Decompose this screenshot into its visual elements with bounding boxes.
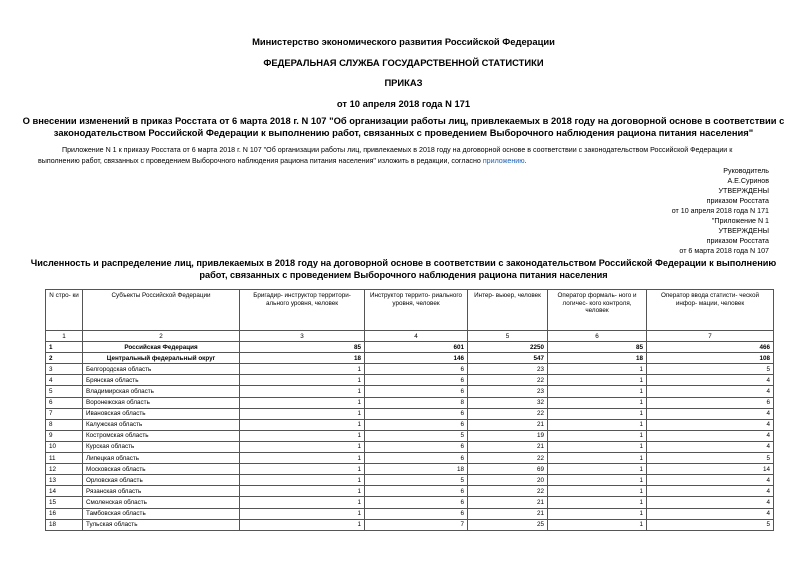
column-number: 7 <box>647 331 774 342</box>
value-cell: 1 <box>548 364 647 375</box>
signature-line: приказом Росстата <box>706 237 769 245</box>
value-cell: 4 <box>647 419 774 430</box>
signature-line: приказом Росстата <box>706 197 769 205</box>
value-cell: 5 <box>647 453 774 464</box>
row-number-cell: 1 <box>46 342 83 353</box>
value-cell: 4 <box>647 497 774 508</box>
row-number-cell: 18 <box>46 519 83 530</box>
paragraph-text: Приложение N 1 к приказу Росстата от 6 марта 2018 г. N 107 "Об организации работы лиц, привлекаемых в 2018 году на договорной основе в соответствии с законодательством Российской Федерации к выполнению работ, связанных с проведением Выборочного наблюдения рациона питания населения" изложить в редакции, согласно <box>38 146 733 165</box>
table-row <box>46 475 774 486</box>
region-name-cell: Калужская область <box>83 419 240 430</box>
region-name-cell: Белгородская область <box>83 364 240 375</box>
header-cell: Бригадир- инструктор территори- ального уровня, человек <box>240 290 365 331</box>
value-cell: 1 <box>240 519 365 530</box>
value-cell: 21 <box>468 497 548 508</box>
region-name-cell: Брянская область <box>83 375 240 386</box>
row-number-cell: 4 <box>46 375 83 386</box>
value-cell: 1 <box>548 397 647 408</box>
row-number-cell: 15 <box>46 497 83 508</box>
value-cell: 4 <box>647 386 774 397</box>
ministry-heading: Министерство экономического развития Российской Федерации <box>252 36 555 47</box>
value-cell: 6 <box>365 364 468 375</box>
value-cell: 1 <box>240 441 365 452</box>
distribution-table <box>45 289 774 531</box>
value-cell: 4 <box>647 430 774 441</box>
value-cell: 1 <box>548 408 647 419</box>
order-title: О внесении изменений в приказ Росстата от 6 марта 2018 г. N 107 "Об организации работы лиц, привлекаемых в 2018 году на договорной основе в соответствии с законодательством Российской Федерации к выполнению работ, связанных с проведением Выборочного наблюдения рациона питания населения" <box>22 115 785 138</box>
table-row <box>46 486 774 497</box>
value-cell: 85 <box>548 342 647 353</box>
value-cell: 1 <box>548 441 647 452</box>
value-cell: 1 <box>548 430 647 441</box>
value-cell: 4 <box>647 508 774 519</box>
value-cell: 1 <box>548 508 647 519</box>
region-name-cell: Московская область <box>83 464 240 475</box>
region-name-cell: Тульская область <box>83 519 240 530</box>
header-cell: Оператор формаль- ного и логичес- кого контроля, человек <box>548 290 647 331</box>
value-cell: 1 <box>240 430 365 441</box>
header-cell: N стро- ки <box>46 290 83 331</box>
value-cell: 601 <box>365 342 468 353</box>
region-name-cell: Российская Федерация <box>83 342 240 353</box>
value-cell: 4 <box>647 375 774 386</box>
signature-block <box>469 166 769 256</box>
value-cell: 1 <box>240 453 365 464</box>
value-cell: 466 <box>647 342 774 353</box>
row-number-cell: 10 <box>46 441 83 452</box>
value-cell: 4 <box>647 408 774 419</box>
row-number-cell: 12 <box>46 464 83 475</box>
value-cell: 69 <box>468 464 548 475</box>
service-heading: ФЕДЕРАЛЬНАЯ СЛУЖБА ГОСУДАРСТВЕННОЙ СТАТИСТИКИ <box>263 57 544 68</box>
row-number-cell: 3 <box>46 364 83 375</box>
region-name-cell: Орловская область <box>83 475 240 486</box>
value-cell: 1 <box>548 375 647 386</box>
value-cell: 6 <box>365 453 468 464</box>
table-row <box>46 397 774 408</box>
value-cell: 1 <box>548 386 647 397</box>
table-row <box>46 453 774 464</box>
value-cell: 22 <box>468 486 548 497</box>
column-number: 2 <box>83 331 240 342</box>
table-row <box>46 386 774 397</box>
value-cell: 1 <box>240 419 365 430</box>
table-row <box>46 430 774 441</box>
value-cell: 23 <box>468 386 548 397</box>
value-cell: 1 <box>240 508 365 519</box>
value-cell: 1 <box>240 364 365 375</box>
value-cell: 1 <box>548 475 647 486</box>
value-cell: 6 <box>647 397 774 408</box>
header-cell: Интер- вьюер, человек <box>468 290 548 331</box>
value-cell: 14 <box>647 464 774 475</box>
value-cell: 22 <box>468 453 548 464</box>
table-row <box>46 508 774 519</box>
region-name-cell: Рязанская область <box>83 486 240 497</box>
table-header-row <box>46 290 774 331</box>
value-cell: 5 <box>647 364 774 375</box>
table-row <box>46 353 774 364</box>
column-number: 6 <box>548 331 647 342</box>
row-number-cell: 16 <box>46 508 83 519</box>
appendix-link[interactable]: приложению <box>482 156 525 165</box>
signature-line: от 6 марта 2018 года N 107 <box>679 247 769 255</box>
value-cell: 5 <box>365 430 468 441</box>
header-cell: Инструктор террито- риального уровня, человек <box>365 290 468 331</box>
value-cell: 1 <box>240 486 365 497</box>
region-name-cell: Тамбовская область <box>83 508 240 519</box>
table-row <box>46 441 774 452</box>
value-cell: 6 <box>365 508 468 519</box>
row-number-cell: 8 <box>46 419 83 430</box>
value-cell: 6 <box>365 386 468 397</box>
row-number-cell: 11 <box>46 453 83 464</box>
column-number: 5 <box>468 331 548 342</box>
value-cell: 21 <box>468 508 548 519</box>
row-number-cell: 7 <box>46 408 83 419</box>
column-number: 4 <box>365 331 468 342</box>
table-row <box>46 519 774 530</box>
signature-line: "Приложение N 1 <box>711 217 769 225</box>
region-name-cell: Костромская область <box>83 430 240 441</box>
value-cell: 5 <box>365 475 468 486</box>
value-cell: 23 <box>468 364 548 375</box>
signature-line: Руководитель <box>723 167 769 175</box>
column-number: 3 <box>240 331 365 342</box>
region-name-cell: Ивановская область <box>83 408 240 419</box>
table-row <box>46 419 774 430</box>
row-number-cell: 2 <box>46 353 83 364</box>
date-number-heading: от 10 апреля 2018 года N 171 <box>336 98 471 109</box>
signature-line: А.Е.Суринов <box>727 177 769 185</box>
table-row <box>46 464 774 475</box>
doc-type-heading: ПРИКАЗ <box>384 77 423 88</box>
region-name-cell: Воронежская область <box>83 397 240 408</box>
value-cell: 547 <box>468 353 548 364</box>
value-cell: 1 <box>548 464 647 475</box>
value-cell: 1 <box>240 386 365 397</box>
region-name-cell: Смоленская область <box>83 497 240 508</box>
value-cell: 1 <box>240 464 365 475</box>
value-cell: 146 <box>365 353 468 364</box>
value-cell: 25 <box>468 519 548 530</box>
header-cell: Субъекты Российской Федерации <box>83 290 240 331</box>
row-number-cell: 6 <box>46 397 83 408</box>
value-cell: 85 <box>240 342 365 353</box>
value-cell: 1 <box>548 453 647 464</box>
value-cell: 4 <box>647 486 774 497</box>
value-cell: 1 <box>240 497 365 508</box>
value-cell: 7 <box>365 519 468 530</box>
column-number-row <box>46 331 774 342</box>
appendix-title: Численность и распределение лиц, привлекаемых в 2018 году на договорной основе в соответствии с законодательством Российской Федерации к выполнению работ, связанных с проведением Выборочного наблюдения рациона питания населения <box>30 258 777 280</box>
paragraph-end: . <box>524 156 527 165</box>
value-cell: 5 <box>647 519 774 530</box>
value-cell: 1 <box>548 486 647 497</box>
signature-line: УТВЕРЖДЕНЫ <box>718 227 769 235</box>
value-cell: 18 <box>365 464 468 475</box>
table-row <box>46 364 774 375</box>
value-cell: 21 <box>468 419 548 430</box>
value-cell: 1 <box>240 375 365 386</box>
value-cell: 21 <box>468 441 548 452</box>
table-row <box>46 408 774 419</box>
value-cell: 6 <box>365 497 468 508</box>
value-cell: 1 <box>240 397 365 408</box>
table-row <box>46 342 774 353</box>
value-cell: 6 <box>365 441 468 452</box>
signature-line: от 10 апреля 2018 года N 171 <box>671 207 769 215</box>
region-name-cell: Курская область <box>83 441 240 452</box>
value-cell: 6 <box>365 486 468 497</box>
value-cell: 8 <box>365 397 468 408</box>
value-cell: 6 <box>365 375 468 386</box>
table-row <box>46 375 774 386</box>
value-cell: 6 <box>365 419 468 430</box>
value-cell: 1 <box>240 408 365 419</box>
table-row <box>46 497 774 508</box>
column-number: 1 <box>46 331 83 342</box>
value-cell: 4 <box>647 441 774 452</box>
row-number-cell: 9 <box>46 430 83 441</box>
value-cell: 32 <box>468 397 548 408</box>
row-number-cell: 5 <box>46 386 83 397</box>
value-cell: 1 <box>240 475 365 486</box>
value-cell: 22 <box>468 408 548 419</box>
region-name-cell: Владимирская область <box>83 386 240 397</box>
value-cell: 1 <box>548 419 647 430</box>
value-cell: 108 <box>647 353 774 364</box>
header-cell: Оператор ввода статисти- ческой инфор- мации, человек <box>647 290 774 331</box>
region-name-cell: Центральный федеральный округ <box>83 353 240 364</box>
value-cell: 19 <box>468 430 548 441</box>
value-cell: 22 <box>468 375 548 386</box>
value-cell: 4 <box>647 475 774 486</box>
region-name-cell: Липецкая область <box>83 453 240 464</box>
value-cell: 1 <box>548 497 647 508</box>
row-number-cell: 13 <box>46 475 83 486</box>
row-number-cell: 14 <box>46 486 83 497</box>
value-cell: 2250 <box>468 342 548 353</box>
signature-line: УТВЕРЖДЕНЫ <box>718 187 769 195</box>
value-cell: 20 <box>468 475 548 486</box>
body-paragraph <box>38 145 768 166</box>
value-cell: 1 <box>548 519 647 530</box>
value-cell: 6 <box>365 408 468 419</box>
value-cell: 18 <box>548 353 647 364</box>
value-cell: 18 <box>240 353 365 364</box>
